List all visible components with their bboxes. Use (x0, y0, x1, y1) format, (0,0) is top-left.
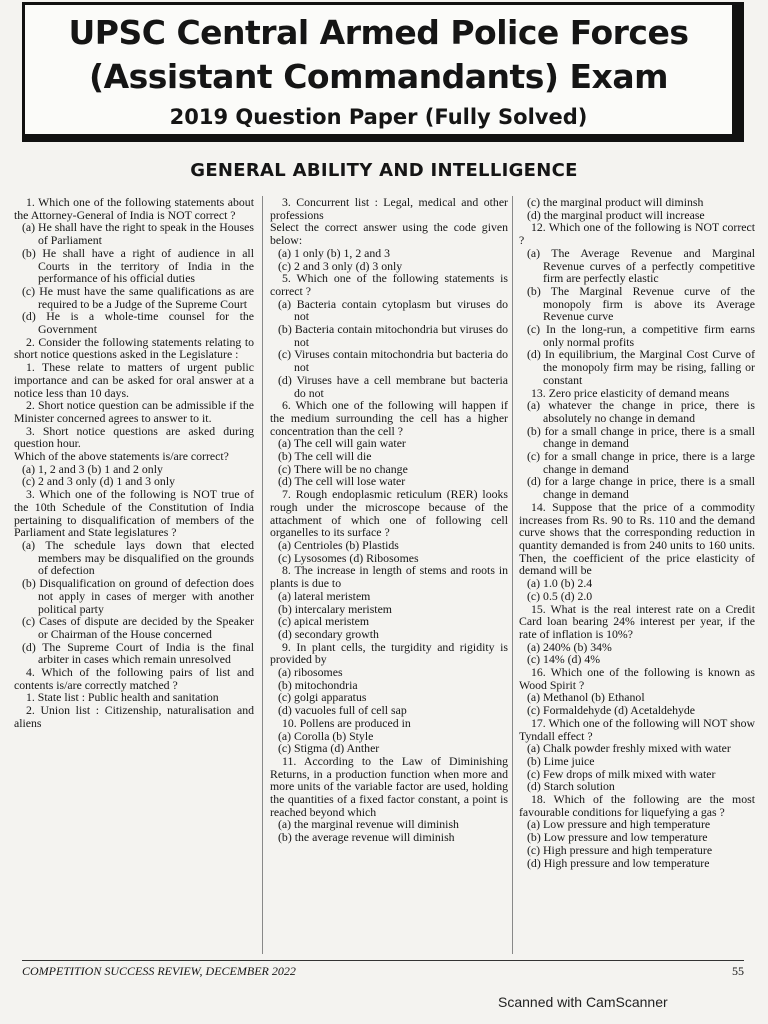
question-stem: 11. According to the Law of Diminishing Returns, in a production function when more and more units of the variable factor are used, holding the quantities of a fixed factor constant, a point is reached beyond which (270, 753, 508, 819)
question-stem: 6. Which one of the following will happen if the medium surrounding the cell has a higher concentration than the cell ? (270, 398, 508, 438)
answer-option: (c) Formaldehyde (d) Acetaldehyde (527, 703, 696, 718)
answer-option: (b) for a small change in price, there is a small change in demand (527, 423, 755, 451)
answer-option: (a) Chalk powder freshly mixed with water (527, 741, 731, 756)
answer-option: (c) There will be no change (278, 461, 408, 476)
magazine-credit: COMPETITION SUCCESS REVIEW, DECEMBER 2022 (22, 964, 296, 978)
paper-subtitle: 2019 Question Paper (Fully Solved) (169, 105, 588, 129)
answer-option: (b) the average revenue will diminish (278, 830, 455, 845)
question-column-2 (270, 196, 508, 954)
question-stem: 4. Which of the following pairs of list and contents is/are correctly matched ? (14, 665, 254, 692)
answer-option: (d) The Supreme Court of India is the final arbiter in cases which remain unresolved (22, 639, 254, 667)
answer-option: (d) The cell will lose water (278, 474, 406, 489)
answer-option: (c) apical meristem (278, 614, 370, 629)
question-stem: 12. Which one of the following is NOT correct ? (519, 220, 755, 248)
answer-option: (a) 240% (b) 34% (527, 639, 612, 654)
text-line: Select the correct answer using the code given below: (270, 220, 508, 248)
question-stem: 7. Rough endoplasmic reticulum (RER) looks rough under the microscope because of the attachment of which one of following cell organelles to its surface ? (270, 487, 508, 540)
question-stem: 13. Zero price elasticity of demand means (531, 385, 730, 400)
question-column-3 (519, 196, 755, 954)
answer-option: (c) He must have the same qualifications as are required to be a Judge of the Supreme Court (22, 283, 254, 311)
answer-option: (c) Stigma (d) Anther (278, 741, 380, 756)
answer-option: (c) 2 and 3 only (d) 1 and 3 only (22, 474, 175, 489)
answer-option: (b) intercalary meristem (278, 601, 392, 616)
answer-option: (a) Centrioles (b) Plastids (278, 537, 399, 552)
question-stem: 2. Consider the following statements relating to short notice questions asked in the Legislature : (14, 334, 254, 362)
answer-option: (b) He shall have a right of audience in all Courts in the territory of India in the performance of his official duties (22, 245, 254, 286)
answer-option: (a) The schedule lays down that elected members may be disqualified on the grounds of defection (22, 537, 254, 578)
answer-option: (b) mitochondria (278, 677, 358, 692)
answer-option: (a) The Average Revenue and Marginal Revenue curves of a perfectly competitive firm are perfectly elastic (527, 245, 755, 286)
question-stem: 3. Concurrent list : Legal, medical and other professions (270, 196, 508, 222)
answer-option: (d) Starch solution (527, 779, 615, 794)
question-stem: 14. Suppose that the price of a commodity increases from Rs. 90 to Rs. 110 and the demand curve shows that the corresponding reduction in quantity demanded is from 240 units to 160 units. Then, the coefficient of the price elasticity of demand will be (519, 499, 755, 578)
page-number: 55 (732, 964, 744, 978)
answer-option: (a) He shall have the right to speak in the Houses of Parliament (22, 220, 254, 248)
answer-option: (a) 1.0 (b) 2.4 (527, 576, 593, 591)
answer-option: (c) Lysosomes (d) Ribosomes (278, 550, 419, 565)
answer-option: (d) In equilibrium, the Marginal Cost Curve of the monopoly firm may be rising, falling or constant (527, 347, 755, 387)
question-stem: 5. Which one of the following statements is correct ? (270, 271, 508, 298)
question-stem: 17. Which one of the following will NOT show Tyndall effect ? (519, 715, 755, 743)
answer-option: (c) Viruses contain mitochondria but bacteria do not (278, 347, 508, 375)
answer-option: (d) High pressure and low temperature (527, 855, 710, 870)
question-stem: 1. These relate to matters of urgent public importance and can be asked for oral answer at a notice less than 10 days. (14, 360, 254, 400)
answer-option: (d) the marginal product will increase (527, 207, 705, 222)
answer-option: (d) Viruses have a cell membrane but bacteria do not (278, 372, 508, 400)
question-stem: 10. Pollens are produced in (282, 715, 411, 730)
answer-option: (b) Bacteria contain mitochondria but viruses do not (278, 322, 508, 349)
answer-option: (c) 2 and 3 only (d) 3 only (278, 258, 403, 273)
answer-option: (a) lateral meristem (278, 588, 371, 603)
question-stem: 15. What is the real interest rate on a Credit Card loan bearing 24% interest per year, if the rate of inflation is 10%? (519, 601, 755, 641)
answer-option: (c) 14% (d) 4% (527, 652, 601, 667)
column-divider (262, 196, 263, 954)
question-stem: 1. Which one of the following statements about the Attorney-General of India is NOT correct ? (14, 196, 254, 222)
question-stem: 2. Union list : Citizenship, naturalisation and aliens (14, 703, 254, 730)
question-stem: 16. Which one of the following is known as Wood Spirit ? (519, 665, 755, 692)
question-stem: 9. In plant cells, the turgidity and rigidity is provided by (270, 639, 508, 667)
answer-option: (c) High pressure and high temperature (527, 842, 713, 857)
answer-option: (d) secondary growth (278, 626, 379, 641)
answer-option: (a) Methanol (b) Ethanol (527, 690, 645, 705)
answer-option: (a) The cell will gain water (278, 436, 406, 451)
answer-option: (d) He is a whole-time counsel for the Government (22, 309, 254, 337)
answer-option: (c) 0.5 (d) 2.0 (527, 588, 593, 603)
answer-option: (c) Few drops of milk mixed with water (527, 766, 716, 781)
answer-option: (b) The Marginal Revenue curve of the monopoly firm is above its Average Revenue curve (527, 283, 755, 324)
answer-option: (a) Bacteria contain cytoplasm but viruses do not (278, 296, 508, 324)
answer-option: (c) the marginal product will diminsh (527, 196, 704, 209)
question-stem: 8. The increase in length of stems and roots in plants is due to (270, 563, 508, 591)
footer-rule (22, 960, 744, 961)
answer-option: (a) Corolla (b) Style (278, 728, 374, 743)
question-stem: 3. Which one of the following is NOT true of the 10th Schedule of the Constitution of India pertaining to disqualification of members of the Parliament and State legislatures ? (14, 487, 254, 540)
answer-option: (c) for a small change in price, there is a large change in demand (527, 449, 755, 476)
answer-option: (c) golgi apparatus (278, 690, 367, 705)
answer-option: (b) Disqualification on ground of defection does not apply in cases of merger with another political party (22, 576, 254, 616)
answer-option: (b) Lime juice (527, 753, 595, 768)
question-columns (14, 196, 755, 954)
answer-option: (a) 1 only (b) 1, 2 and 3 (278, 245, 391, 260)
question-stem: 2. Short notice question can be admissible if the Minister concerned agrees to answer to it. (14, 398, 254, 425)
exam-title-line-1: UPSC Central Armed Police Forces (68, 13, 689, 52)
column-divider (512, 196, 513, 954)
question-stem: 18. Which of the following are the most favourable conditions for liquefying a gas ? (519, 792, 755, 819)
question-column-1 (14, 196, 254, 954)
answer-option: (c) In the long-run, a competitive firm earns only normal profits (527, 322, 755, 349)
answer-option: (b) The cell will die (278, 449, 372, 464)
text-line: Which of the above statements is/are correct? (14, 449, 229, 464)
title-box (22, 2, 744, 142)
answer-option: (a) Low pressure and high temperature (527, 817, 711, 832)
answer-option: (a) whatever the change in price, there is absolutely no change in demand (527, 398, 755, 425)
scanner-watermark: Scanned with CamScanner (498, 994, 668, 1010)
answer-option: (d) vacuoles full of cell sap (278, 703, 407, 718)
question-stem: 3. Short notice questions are asked during question hour. (14, 423, 254, 451)
answer-option: (a) ribosomes (278, 665, 343, 680)
answer-option: (b) Low pressure and low temperature (527, 830, 708, 845)
question-stem: 1. State list : Public health and sanitation (26, 690, 219, 705)
section-title: GENERAL ABILITY AND INTELLIGENCE (190, 160, 578, 181)
answer-option: (a) 1, 2 and 3 (b) 1 and 2 only (22, 461, 163, 476)
answer-option: (a) the marginal revenue will diminish (278, 817, 459, 832)
answer-option: (c) Cases of dispute are decided by the Speaker or Chairman of the House concerned (22, 614, 254, 641)
exam-title-line-2: (Assistant Commandants) Exam (89, 57, 668, 96)
answer-option: (d) for a large change in price, there is a small change in demand (527, 474, 755, 502)
